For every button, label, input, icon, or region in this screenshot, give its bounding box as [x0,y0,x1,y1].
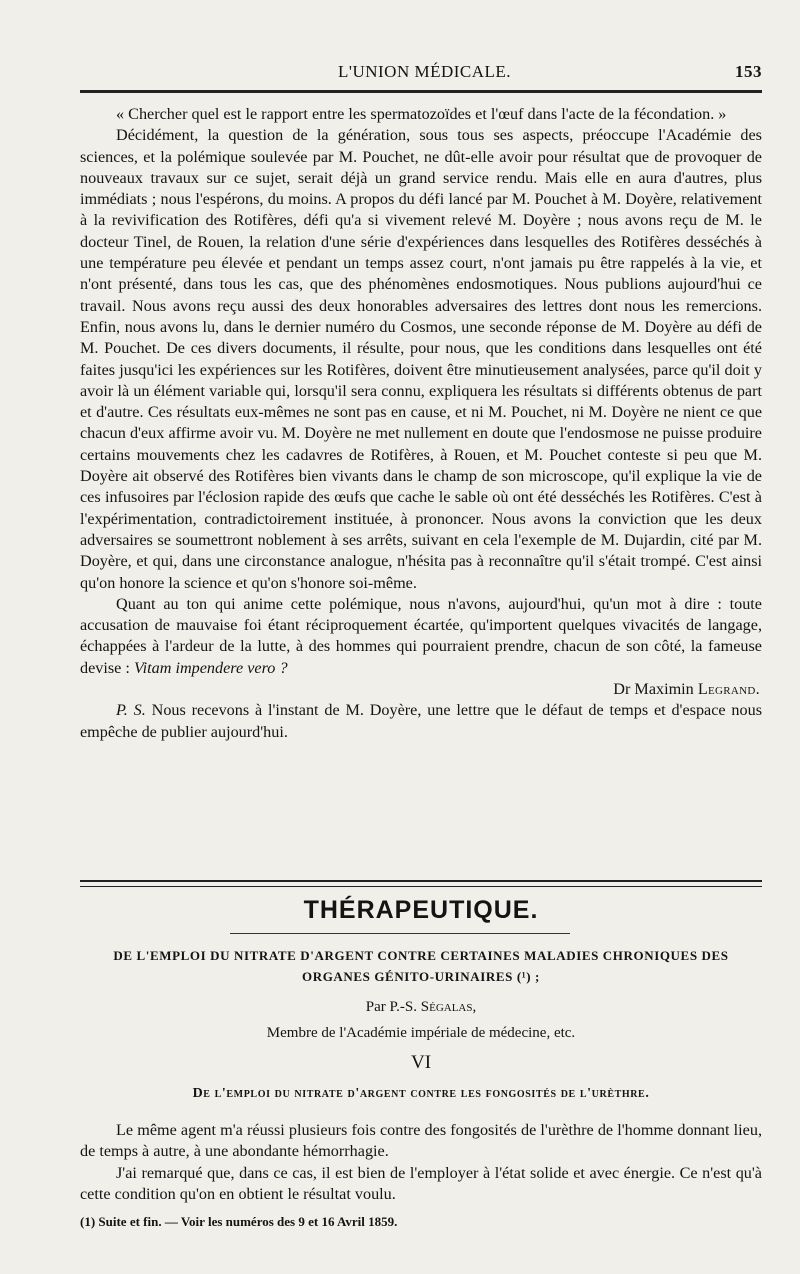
article-body [80,104,762,743]
footnote: (1) Suite et fin. — Voir les numéros des 9 et 16 Avril 1859. [80,1214,398,1229]
signature-name: Legrand. [697,680,760,699]
page-number: 153 [735,62,762,81]
article-title-line-1: DE L'EMPLOI DU NITRATE D'ARGENT CONTRE CERTAINES MALADIES CHRONIQUES DES [113,948,729,963]
byline-prefix: Par P.-S. [365,999,418,1015]
author-name: Ségalas, [420,999,477,1015]
byline [80,994,762,1046]
article-title-line-2: ORGANES GÉNITO-URINAIRES (¹) ; [302,969,540,984]
postscript-text: Nous recevons à l'instant de M. Doyère, une lettre que le défaut de temps et d'espace nous empêche de publier aujourd'hui. [80,701,762,741]
section-title: THÉRAPEUTIQUE. [303,896,539,924]
author-line [80,994,762,1020]
article-title [80,945,762,987]
signature-prefix: Dr Maximin [613,680,694,699]
postscript [80,700,762,743]
header-rule [80,90,762,93]
body-paragraph [80,594,762,679]
body-paragraph: Le même agent m'a réussi plusieurs fois contre des fongosités de l'urèthre de l'homme donnant lieu, de temps à autre, à une abondante hémorrhagie. [80,1121,762,1161]
section-divider [80,880,762,887]
article2-body [80,1120,762,1205]
quote-paragraph: « Chercher quel est le rapport entre les spermatozoïdes et l'œuf dans l'acte de la fécondation. » [116,105,727,123]
body-paragraph-text: Quant au ton qui anime cette polémique, nous n'avons, aujourd'hui, qu'un mot à dire : toute accusation de mauvaise foi étant réciproquement écartée, qu'importent quelques vivacités de langage, échappées à l'ardeur de la lutte, à des hommes qui pourraient prendre, chacun de son côté, la fameuse devise : [80,594,762,677]
body-paragraph: Décidément, la question de la génération, sous tous ses aspects, préoccupe l'Académie des sciences, et la polémique soulevée par M. Pouchet, ne dût-elle avoir pour résultat que de provoquer de nouveaux travaux sur ce sujet, serait déjà un grand service rendu. Mais elle en aura d'autres, plus immédiats ; nous l'espérons, du moins. A propos du défi lancé par M. Pouchet à M. Doyère, relativement à la revivification des Rotifères, défi qu'a si vivement relevé M. Doyère ; nous avons reçu de M. le docteur Tinel, de Rouen, la relation d'une série d'expériences dans lesquelles des Rotifères desséchés à une température peu élevée et pendant un temps assez court, n'ont jamais pu être rappelés à la vie, et n'ont présenté, dans tous les cas, que des phénomènes endosmotiques. Nous publions aujourd'hui ce travail. Nous avons reçu aussi des deux honorables adversaires des lettres dont nous les remercions. Enfin, nous avons lu, dans le dernier numéro du Cosmos, une seconde réponse de M. Doyère au défi de M. Pouchet. De ces divers documents, il résulte, pour nous, que les conditions dans lesquelles ont été faites jusqu'ici les expériences sur les Rotifères, doivent être minutieusement analysées, parce qu'il doit y avoir là un élément variable qui, lorsqu'il sera connu, expliquera les résultats si différents obtenus de part et d'autre. Ces résultats eux-mêmes ne sont pas en cause, et ni M. Pouchet, ni M. Doyère ne nient ce que chacun d'eux affirme avoir vu. M. Doyère ne met nullement en doute que l'endosmose ne puisse produire certains mouvements chez les cadavres de Rotifères, à Rouen, et M. Pouchet conteste si peu que M. Doyère ait observé des Rotifères bien vivants dans le champ de son microscope, qu'il explique la vie de ces infusoires par l'éclosion rapide des œufs que cache le sable où ont été desséchés les Rotifères. C'est à l'expérimentation, contradictoirement instituée, à prononcer. Nous avons la conviction que les deux adversaires se soumettront noblement à ses arrêts, suivant en cela l'exemple de M. Dujardin, cité par M. Doyère, et qui, dans une circonstance analogue, n'hésita pas à reconnaître qu'il s'était trompé. C'est ainsi qu'on honore la science et qu'on s'honore soi-même. [80,126,762,592]
part-number: VI [410,1052,432,1073]
title-rule [230,933,570,934]
body-paragraph: J'ai remarqué que, dans ce cas, il est bien de l'employer à l'état solide et avec énergie. Ce n'est qu'à cette condition qu'on en obtient le résultat voulu. [80,1163,762,1203]
running-head [80,62,762,84]
subheading: De l'emploi du nitrate d'argent contre les fongosités de l'urèthre. [192,1086,650,1101]
motto: Vitam impendere vero ? [133,658,288,677]
signature [80,679,762,700]
author-affiliation: Membre de l'Académie impériale de médecine, etc. [266,1025,576,1041]
postscript-label: P. S. [116,701,146,720]
journal-title: L'UNION MÉDICALE. [338,62,512,81]
